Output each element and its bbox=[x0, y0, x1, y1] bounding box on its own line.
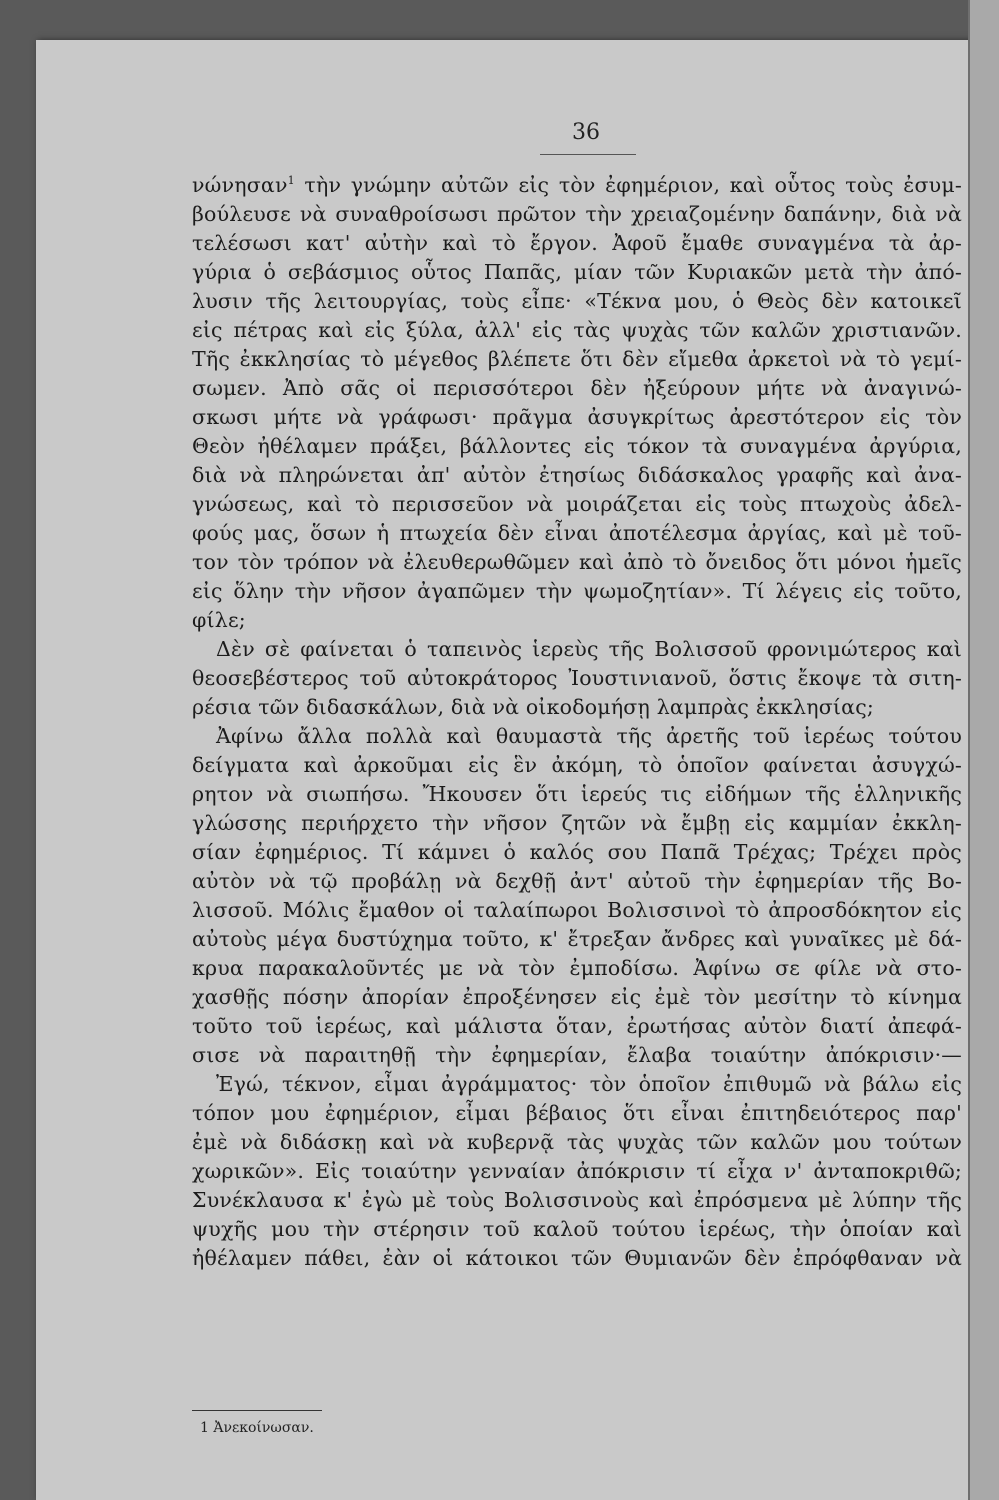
text-line: λυσιν τῆς λειτουργίας, τοὺς εἶπε· «Τέκνα μου, ὁ Θεὸς δὲν κατοικεῖ bbox=[192, 288, 962, 313]
text-line: τελέσωσι κατ' αὐτὴν καὶ τὸ ἔργον. Ἀφοῦ ἔμαθε συναγμένα τὰ ἀρ- bbox=[192, 230, 962, 255]
text-line: χωρικῶν». Εἰς τοιαύτην γενναίαν ἀπόκρισιν τί εἶχα ν' ἀνταποκριθῶ; bbox=[192, 1158, 962, 1183]
text-line: ψυχῆς μου τὴν στέρησιν τοῦ καλοῦ τούτου ἱερέως, τὴν ὁποίαν καὶ bbox=[192, 1216, 962, 1241]
page-number-rule bbox=[540, 154, 636, 155]
text-line: τόπον μου ἐφημέριον, εἶμαι βέβαιος ὅτι εἶναι ἐπιτηδειότερος παρ' bbox=[192, 1100, 962, 1125]
text-line: γλώσσης περιήρχετο τὴν νῆσον ζητῶν νὰ ἔμβῃ εἰς καμμίαν ἐκκλη- bbox=[192, 810, 962, 835]
text-line: γνώσεως, καὶ τὸ περισσεῦον νὰ μοιράζεται εἰς τοὺς πτωχοὺς ἀδελ- bbox=[192, 491, 962, 516]
text-line: λισσοῦ. Μόλις ἔμαθον οἱ ταλαίπωροι Βολισσινοὶ τὸ ἀπροσδόκητον εἰς bbox=[192, 897, 962, 922]
text-line: κρυα παρακαλοῦντές με νὰ τὸν ἐμποδίσω. Ἀφίνω σε φίλε νὰ στο- bbox=[192, 955, 962, 980]
text-line: τον τὸν τρόπον νὰ ἐλευθερωθῶμεν καὶ ἀπὸ τὸ ὄνειδος ὅτι μόνοι ἡμεῖς bbox=[192, 549, 962, 574]
adjacent-page-edge bbox=[968, 0, 999, 1500]
text-line: διὰ νὰ πληρώνεται ἀπ' αὐτὸν ἐτησίως διδάσκαλος γραφῆς καὶ ἀνα- bbox=[192, 462, 962, 487]
text-line: ἠθέλαμεν πάθει, ἐὰν οἱ κάτοικοι τῶν Θυμιανῶν δὲν ἐπρόφθαναν νὰ bbox=[192, 1245, 962, 1270]
text-line: Δὲν σὲ φαίνεται ὁ ταπεινὸς ἱερεὺς τῆς Βολισσοῦ φρονιμώτερος καὶ bbox=[216, 636, 962, 661]
text-line: φούς μας, ὅσων ἡ πτωχεία δὲν εἶναι ἀποτέλεσμα ἀργίας, καὶ μὲ τοῦ- bbox=[192, 520, 962, 545]
text-line: σισε νὰ παραιτηθῇ τὴν ἐφημερίαν, ἔλαβα τοιαύτην ἀπόκρισιν·— bbox=[192, 1042, 962, 1067]
text-line: γύρια ὁ σεβάσμιος οὗτος Παπᾶς, μίαν τῶν Κυριακῶν μετὰ τὴν ἀπό- bbox=[192, 259, 962, 284]
text-line: ρέσια τῶν διδασκάλων, διὰ νὰ οἰκοδομήσῃ λαμπρὰς ἐκκλησίας; bbox=[192, 694, 874, 719]
text-line: βούλευσε νὰ συναθροίσωσι πρῶτον τὴν χρειαζομένην δαπάνην, διὰ νὰ bbox=[192, 201, 962, 226]
text-line: αὐτὸν νὰ τῷ προβάλῃ νὰ δεχθῇ ἀντ' αὐτοῦ τὴν ἐφημερίαν τῆς Βο- bbox=[192, 868, 962, 893]
text-fragment: νώνησαν bbox=[192, 172, 288, 197]
text-line: φίλε; bbox=[192, 607, 246, 632]
text-line: ἐμὲ νὰ διδάσκῃ καὶ νὰ κυβερνᾷ τὰς ψυχὰς τῶν καλῶν μου τούτων bbox=[192, 1129, 962, 1154]
footnote: 1 Ἀνεκοίνωσαν. bbox=[200, 1420, 314, 1436]
text-line: θεοσεβέστερος τοῦ αὐτοκράτορος Ἰουστινιανοῦ, ὅστις ἔκοψε τὰ σιτη- bbox=[192, 665, 962, 690]
text-line: εἰς ὅλην τὴν νῆσον ἀγαπῶμεν τὴν ψωμοζητίαν». Τί λέγεις εἰς τοῦτο, bbox=[192, 578, 962, 603]
footnote-rule bbox=[192, 1410, 322, 1411]
text-line: Ἀφίνω ἄλλα πολλὰ καὶ θαυμαστὰ τῆς ἀρετῆς τοῦ ἱερέως τούτου bbox=[216, 723, 962, 748]
text-line: τοῦτο τοῦ ἱερέως, καὶ μάλιστα ὅταν, ἐρωτήσας αὐτὸν διατί ἀπεφά- bbox=[192, 1013, 962, 1038]
text-fragment: τὴν γνώμην αὐτῶν εἰς τὸν ἐφημέριον, καὶ οὗτος τοὺς ἐσυμ- bbox=[294, 172, 962, 197]
text-line: σωμεν. Ἀπὸ σᾶς οἱ περισσότεροι δὲν ἠξεύρουν μήτε νὰ ἀναγινώ- bbox=[192, 375, 962, 400]
text-line: ρητον νὰ σιωπήσω. Ἤκουσεν ὅτι ἱερεύς τις εἰδήμων τῆς ἑλληνικῆς bbox=[192, 781, 962, 806]
footnote-marker: 1 bbox=[287, 174, 295, 187]
text-line: εἰς πέτρας καὶ εἰς ξύλα, ἀλλ' εἰς τὰς ψυχὰς τῶν καλῶν χριστιανῶν. bbox=[192, 317, 962, 342]
text-line: σίαν ἐφημέριος. Τί κάμνει ὁ καλός σου Παπᾶ Τρέχας; Τρέχει πρὸς bbox=[192, 839, 962, 864]
text-line: χασθῇς πόσην ἀπορίαν ἐπροξένησεν εἰς ἐμὲ τὸν μεσίτην τὸ κίνημα bbox=[192, 984, 962, 1009]
text-line bbox=[192, 166, 962, 200]
text-line: αὐτοὺς μέγα δυστύχημα τοῦτο, κ' ἔτρεξαν ἄνδρες καὶ γυναῖκες μὲ δά- bbox=[192, 926, 962, 951]
text-line: Τῆς ἐκκλησίας τὸ μέγεθος βλέπετε ὅτι δὲν εἴμεθα ἀρκετοὶ νὰ τὸ γεμί- bbox=[192, 346, 962, 371]
text-line: δείγματα καὶ ἀρκοῦμαι εἰς ἓν ἀκόμη, τὸ ὁποῖον φαίνεται ἀσυγχώ- bbox=[192, 752, 962, 777]
text-line: Ἐγώ, τέκνον, εἶμαι ἀγράμματος· τὸν ὁποῖον ἐπιθυμῶ νὰ βάλω εἰς bbox=[216, 1071, 962, 1096]
text-line: Θεὸν ἠθέλαμεν πράξει, βάλλοντες εἰς τόκον τὰ συναγμένα ἀργύρια, bbox=[192, 433, 962, 458]
page-number: 36 bbox=[572, 120, 600, 145]
text-line: Συνέκλαυσα κ' ἐγὼ μὲ τοὺς Βολισσινοὺς καὶ ἐπρόσμενα μὲ λύπην τῆς bbox=[192, 1187, 962, 1212]
text-line: σκωσι μήτε νὰ γράφωσι· πρᾶγμα ἀσυγκρίτως ἀρεστότερον εἰς τὸν bbox=[192, 404, 962, 429]
body-text bbox=[192, 166, 962, 1273]
